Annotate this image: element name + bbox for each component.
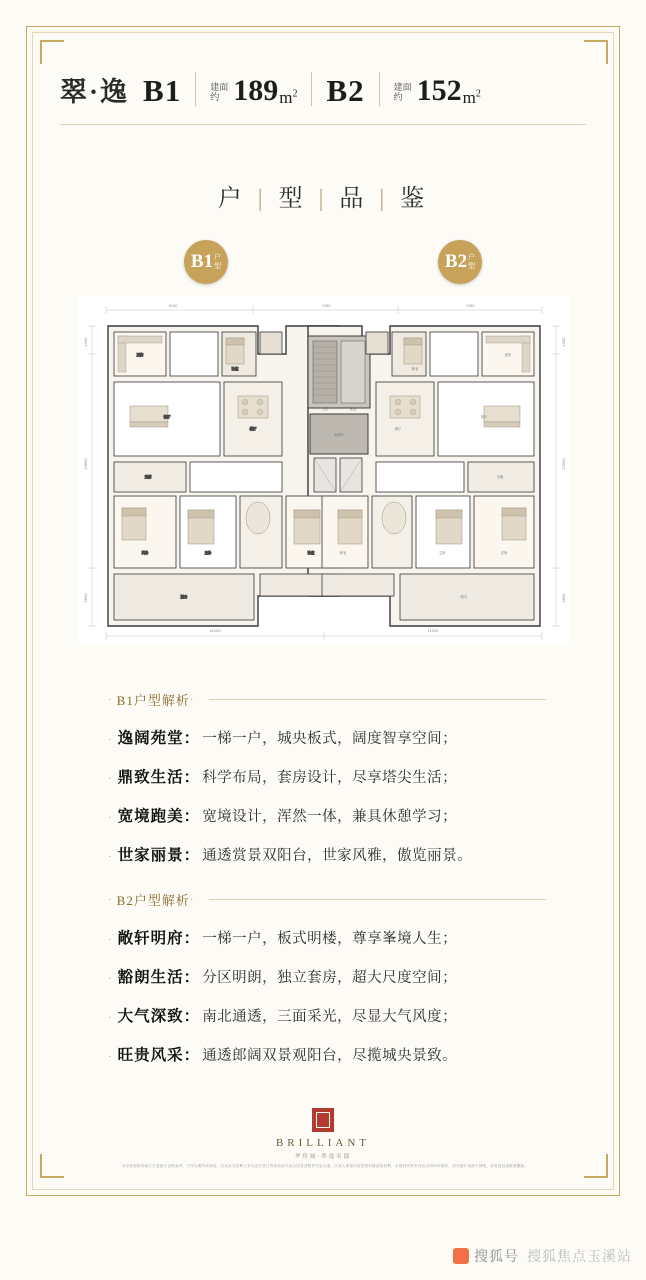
title-char-3: 品 [339, 186, 368, 212]
analysis-b1-title: B1户型解析 [116, 693, 190, 708]
svg-text:餐厅: 餐厅 [249, 427, 257, 431]
dim-top-2: 7450 [321, 303, 331, 308]
bullet-dot-icon: · [108, 893, 113, 906]
svg-text:阳台: 阳台 [180, 595, 188, 599]
analysis-b2-term-1: 敞轩明府： [117, 930, 201, 947]
area-unit-b1: $m^2$ [279, 88, 298, 107]
bullet-dot-icon-end: · [189, 693, 195, 706]
analysis-b2-term-4: 旺贵风采： [117, 1047, 201, 1064]
dim-right-2: 12000 [561, 458, 566, 470]
svg-text:公区: 公区 [321, 407, 329, 411]
page-title [0, 178, 646, 213]
item-bullet-icon: · [108, 934, 112, 946]
area-group-b2 [394, 76, 481, 106]
analysis-b1-desc-3: 宽境设计，浑然一体，兼具休憩学习； [202, 809, 458, 825]
analysis-b2-desc-2: 分区明朗，独立套房，超大尺度空间； [202, 970, 458, 986]
analysis-b1-item-4 [108, 843, 546, 865]
title-char-2: 型 [278, 186, 307, 212]
analysis-b1-term-2: 鼎致生活： [117, 769, 201, 786]
svg-text:卧室: 卧室 [231, 367, 239, 371]
analysis-b1-item-2 [108, 765, 546, 787]
svg-text:主卧: 主卧 [204, 551, 212, 555]
item-bullet-icon: · [108, 1012, 112, 1024]
area-prefix-b2: 建面约 [393, 82, 412, 103]
svg-text:客厅: 客厅 [163, 415, 171, 419]
corner-ornament-top-right [584, 40, 608, 64]
svg-text:厨房: 厨房 [504, 353, 512, 357]
legal-disclaimer: 本宣传资料所载文字及图片仅供参考，不作为要约或承诺，买卖双方权利义务以双方签订的商品房买卖合同及其附件约定为准，出卖人保留对宣传资料修改的权利，本资料所发布内容为2024年制作，部分图片来源于网络，如有侵权请联系删除。 [121, 1164, 529, 1168]
watermark-site: 搜狐焦点玉溪站 [527, 1248, 632, 1264]
item-bullet-icon: · [108, 973, 112, 985]
dim-bottom-1: 12100 [209, 628, 221, 633]
sohu-logo-icon [453, 1248, 469, 1264]
dim-left-3: 2500 [83, 593, 88, 603]
area-unit-b2: $m^2$ [462, 88, 481, 107]
svg-text:客厅: 客厅 [480, 415, 488, 419]
bullet-dot-icon-end: · [189, 893, 195, 906]
title-char-4: 鉴 [400, 186, 429, 212]
dim-right-1: 1300 [561, 337, 566, 347]
brand-logo-text: BRILLIANT [275, 1137, 371, 1149]
svg-text:次卧: 次卧 [141, 551, 149, 555]
svg-text:主卧: 主卧 [438, 551, 446, 555]
watermark-brand: 搜狐号 [474, 1248, 519, 1264]
area-value-b1: 189 [233, 74, 279, 107]
analysis-b1-term-3: 宽境跑美： [117, 808, 201, 825]
badge-b2 [438, 240, 482, 284]
analysis-b1-desc-1: 一梯一户，城央板式，阔度智享空间； [202, 731, 458, 747]
header-divider-3 [379, 72, 380, 106]
analysis-b1-rule [209, 699, 546, 700]
analysis-b1-term-1: 逸阔苑堂： [117, 730, 201, 747]
item-bullet-icon: · [108, 773, 112, 785]
analysis-b2 [108, 890, 546, 1065]
unit-code-b2: B2 [326, 73, 365, 108]
analysis-b2-item-1 [108, 926, 546, 948]
header-divider-2 [311, 72, 312, 106]
analysis-b2-desc-1: 一梯一户，板式明楼，尊享峯境人生； [202, 931, 458, 947]
item-bullet-icon: · [108, 812, 112, 824]
svg-text:走廊: 走廊 [144, 475, 152, 479]
corner-ornament-top-left [40, 40, 64, 64]
footer-logo [0, 1108, 646, 1160]
title-char-1: 户 [217, 186, 246, 212]
dim-left-2: 13800 [83, 458, 88, 470]
item-bullet-icon: · [108, 1051, 112, 1063]
analysis-b2-desc-3: 南北通透，三面采光，尽显大气风度； [202, 1009, 458, 1025]
badge-b2-code: B2 [444, 251, 468, 272]
analysis-b2-item-4 [108, 1043, 546, 1065]
analysis-b1-header [108, 690, 546, 709]
analysis-b1 [108, 690, 546, 865]
dim-bottom-2: 11200 [427, 628, 439, 633]
dim-top-3: 7450 [465, 303, 475, 308]
analysis-b2-header [108, 890, 546, 909]
title-sep-1: | [257, 186, 267, 212]
unit-code-b1: B1 [143, 73, 182, 108]
svg-text:餐厅: 餐厅 [394, 427, 402, 431]
svg-text:卧室: 卧室 [339, 551, 347, 555]
dim-left-1: 1300 [83, 337, 88, 347]
svg-text:厨房: 厨房 [136, 353, 144, 357]
svg-text:阳台: 阳台 [460, 595, 468, 599]
dim-top-1: 9100 [168, 303, 178, 308]
analysis-b1-term-4: 世家丽景： [117, 847, 201, 864]
title-sep-3: | [379, 186, 389, 212]
floor-plan-drawing [78, 296, 570, 644]
area-prefix-b1: 建面约 [210, 82, 229, 103]
dim-right-3: 2900 [561, 593, 566, 603]
analysis-b2-term-2: 豁朗生活： [117, 969, 201, 986]
analysis-b2-rule [209, 899, 546, 900]
area-group-b1 [210, 76, 297, 106]
svg-text:卧室: 卧室 [411, 367, 419, 371]
badge-b2-sub: 户 型 [468, 253, 476, 270]
analysis-b1-item-1 [108, 726, 546, 748]
header [60, 72, 586, 125]
svg-text:卧室: 卧室 [307, 551, 315, 555]
header-divider-1 [195, 72, 196, 106]
badge-b1 [184, 240, 228, 284]
svg-text:电梯厅: 电梯厅 [333, 433, 345, 437]
analysis-b2-desc-4: 通透郎阔双景观阳台，尽揽城央景致。 [202, 1048, 458, 1064]
item-bullet-icon: · [108, 851, 112, 863]
svg-text:次卧: 次卧 [500, 551, 508, 555]
badge-b1-code: B1 [190, 251, 214, 272]
floor-plan [78, 296, 570, 644]
title-sep-2: | [318, 186, 328, 212]
area-value-b2: 152 [416, 74, 462, 107]
watermark [453, 1246, 632, 1266]
item-bullet-icon: · [108, 734, 112, 746]
analysis-b1-desc-4: 通透赏景双阳台，世家风雅，傲览丽景。 [202, 848, 473, 864]
svg-text:前室: 前室 [349, 407, 357, 411]
brand-seal-icon [312, 1108, 334, 1132]
analysis-b1-item-3 [108, 804, 546, 826]
svg-text:走廊: 走廊 [496, 475, 504, 479]
analysis-b2-item-3 [108, 1004, 546, 1026]
brand-logo-subtext: 华侨城·翠逸名邸 [294, 1154, 352, 1160]
analysis-b2-item-2 [108, 965, 546, 987]
badge-b1-sub: 户 型 [214, 253, 222, 270]
analysis-b2-term-3: 大气深致： [117, 1008, 201, 1025]
brand-name: 翠·逸 [60, 77, 130, 107]
analysis-b1-desc-2: 科学布局，套房设计，尽享塔尖生活； [202, 770, 458, 786]
bullet-dot-icon: · [108, 693, 113, 706]
analysis-b2-title: B2户型解析 [116, 893, 190, 908]
